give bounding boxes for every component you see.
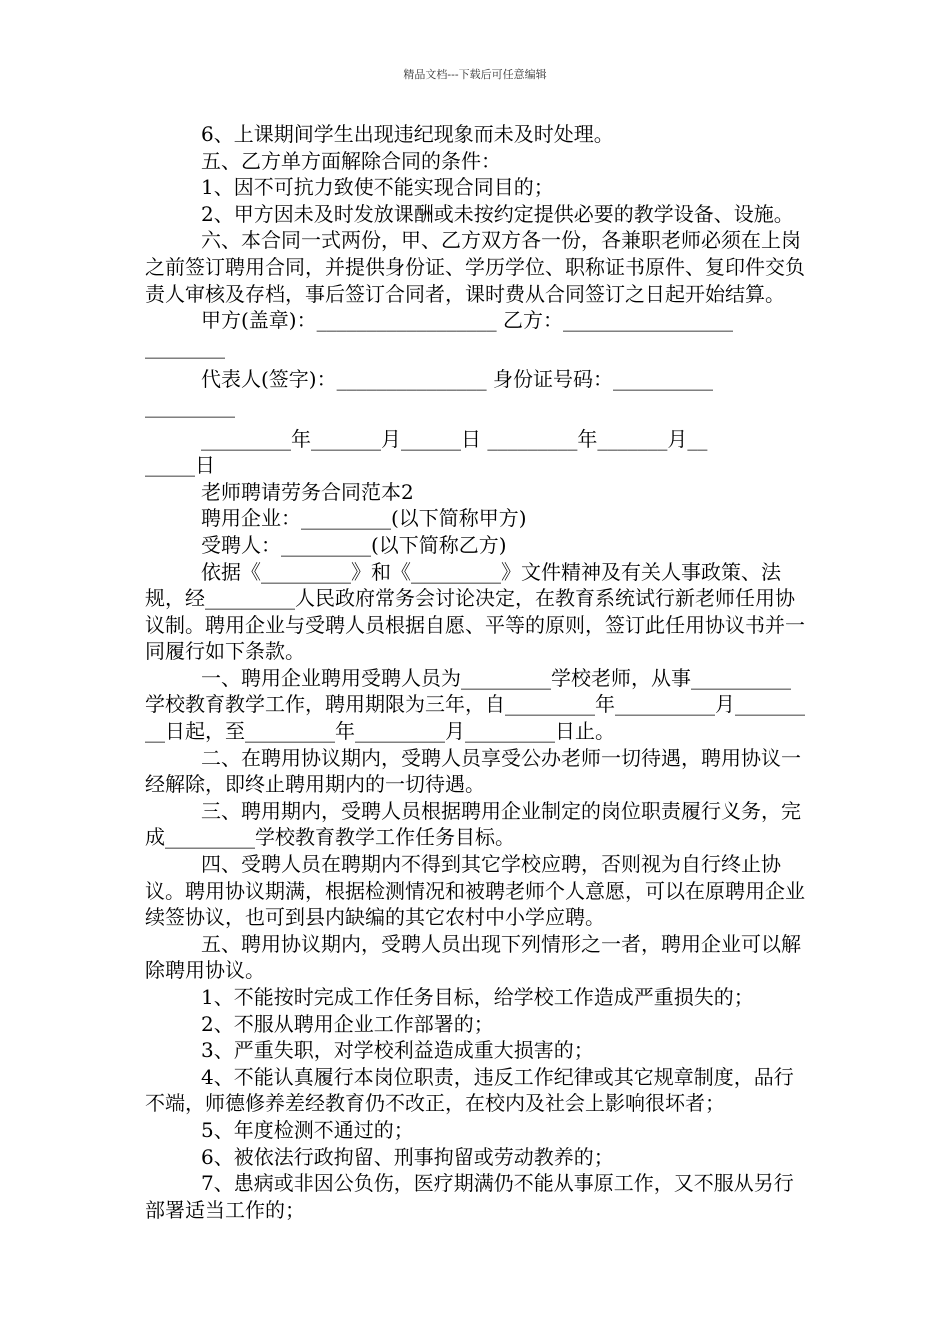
document-body xyxy=(145,121,807,1223)
contract2-employee: 受聘人：_________(以下简称乙方) xyxy=(201,532,507,557)
list-item: 7、患病或非因公负伤，医疗期满仍不能从事原工作，又不服从另行部署适当工作的； xyxy=(145,1171,794,1222)
contract2-title: 老师聘请劳务合同范本2 xyxy=(201,479,414,504)
signature-party-line: 甲方(盖章)：__________________ 乙方：_________________ xyxy=(201,308,733,333)
list-item: 1、不能按时完成工作任务目标，给学校工作造成严重损失的； xyxy=(201,985,754,1009)
list-item: 3、严重失职，对学校利益造成重大损害的； xyxy=(201,1038,594,1063)
list-item: 2、不服从聘用企业工作部署的； xyxy=(201,1011,494,1036)
list-item: 5、年度检测不通过的； xyxy=(201,1117,414,1142)
list-item: 4、不能认真履行本岗位职责，违反工作纪律或其它规章制度，品行不端，师德修养差经教育仍不改正，在校内及社会上影响很坏者； xyxy=(145,1064,794,1116)
signature-date-line-cont: _____日 xyxy=(145,453,215,478)
contract2-employer: 聘用企业：_________(以下简称甲方) xyxy=(201,506,527,531)
paragraph: 二、在聘用协议期内，受聘人员享受公办老师一切待遇，聘用协议一经解除，即终止聘用期内的一切待遇。 xyxy=(145,745,801,797)
paragraph: 三、聘用期内，受聘人员根据聘用企业制定的岗位职责履行义务，完成_________学校教育教学工作任务目标。 xyxy=(145,798,801,850)
paragraph: 五、乙方单方面解除合同的条件： xyxy=(201,148,501,173)
paragraph: 五、聘用协议期内，受聘人员出现下列情形之一者，聘用企业可以解除聘用协议。 xyxy=(145,931,801,983)
paragraph: 依据《_________》和《_________》文件精神及有关人事政策、法规，经_________人民政府常务会讨论决定，在教育系统试行新老师任用协议制。聘用企业与受聘人员根据自愿、平等的原则，签订此任用协议书并一同履行如下条款。 xyxy=(145,559,805,664)
signature-representative-line: 代表人(签字)：_______________ 身份证号码：__________ xyxy=(201,367,713,392)
signature-block xyxy=(145,307,807,479)
paragraph: 1、因不可抗力致使不能实现合同目的； xyxy=(201,175,554,200)
page-header: 精品文档---下载后可任意编辑 xyxy=(403,68,547,81)
signature-party-line-cont: ________ xyxy=(145,334,225,359)
signature-representative-line-cont: _________ xyxy=(145,393,235,418)
paragraph: 6、上课期间学生出现违纪现象而未及时处理。 xyxy=(201,122,614,146)
paragraph: 六、本合同一式两份，甲、乙方双方各一份，各兼职老师必须在上岗之前签订聘用合同，并提供身份证、学历学位、职称证书原件、复印件交负责人审核及存档，事后签订合同者，课时费从合同签订之日起开始结算。 xyxy=(145,228,805,306)
list-item: 6、被依法行政拘留、刑事拘留或劳动教养的； xyxy=(201,1144,614,1169)
signature-date-line: _________年_______月______日 _________年_______月__ xyxy=(201,426,708,451)
paragraph: 一、聘用企业聘用受聘人员为_________学校老师，从事__________学校教育教学工作，聘用期限为三年，自_________年__________月_________日起，至_________年_________月_________日止。 xyxy=(145,665,805,744)
paragraph: 四、受聘人员在聘期内不得到其它学校应聘，否则视为自行终止协议。聘用协议期满，根据检测情况和被聘老师个人意愿，可以在原聘用企业续签协议，也可到县内缺编的其它农村中小学应聘。 xyxy=(145,852,805,930)
paragraph: 2、甲方因未及时发放课酬或未按约定提供必要的教学设备、设施。 xyxy=(201,201,794,226)
